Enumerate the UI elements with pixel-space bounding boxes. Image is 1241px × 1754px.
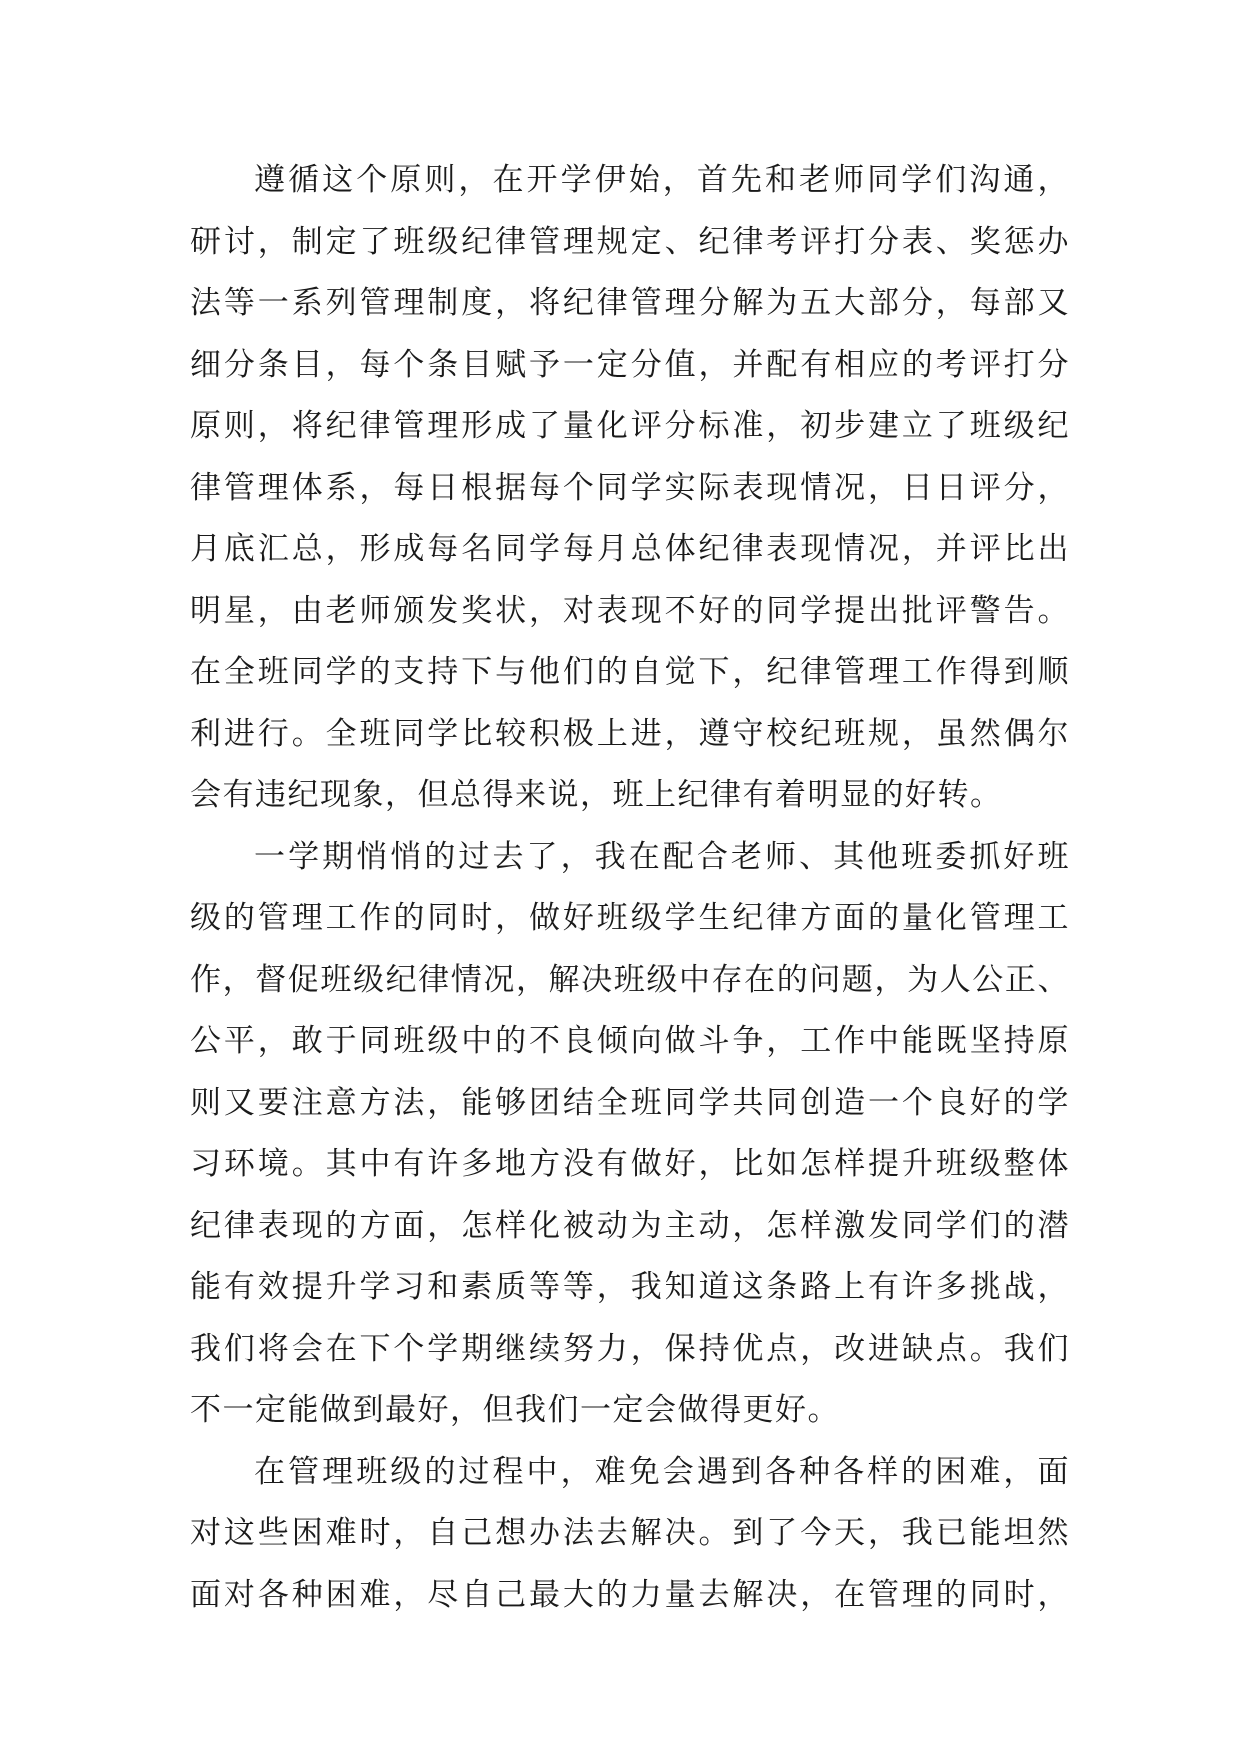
text-line: 明星，由老师颁发奖状，对表现不好的同学提出批评警告。	[190, 592, 1070, 629]
text-line: 月底汇总，形成每名同学每月总体纪律表现情况，并评比出	[190, 531, 1070, 567]
text-line: 遵循这个原则，在开学伊始，首先和老师同学们沟通，	[254, 162, 1070, 198]
text-line: 在全班同学的支持下与他们的自觉下，纪律管理工作得到顺	[190, 654, 1070, 690]
text-line: 级的管理工作的同时，做好班级学生纪律方面的量化管理工	[190, 900, 1070, 936]
text-line: 一学期悄悄的过去了，我在配合老师、其他班委抓好班	[254, 838, 1070, 875]
text-line: 细分条目，每个条目赋予一定分值，并配有相应的考评打分	[190, 346, 1070, 383]
text-line: 研讨，制定了班级纪律管理规定、纪律考评打分表、奖惩办	[190, 223, 1070, 260]
text-line: 法等一系列管理制度，将纪律管理分解为五大部分，每部又	[190, 285, 1070, 321]
text-line: 会有违纪现象，但总得来说，班上纪律有着明显的好转。	[190, 777, 1003, 813]
paragraph-3	[190, 1442, 1070, 1627]
text-line: 纪律表现的方面，怎样化被动为主动，怎样激发同学们的潜	[190, 1207, 1070, 1244]
text-line: 作，督促班级纪律情况，解决班级中存在的问题，为人公正、	[190, 961, 1070, 998]
text-line: 利进行。全班同学比较积极上进，遵守校纪班规，虽然偶尔	[190, 715, 1070, 752]
text-line: 对这些困难时，自己想办法去解决。到了今天，我已能坦然	[190, 1515, 1070, 1551]
paragraph-2	[190, 827, 1070, 1442]
text-line: 不一定能做到最好，但我们一定会做得更好。	[190, 1392, 840, 1428]
text-line: 我们将会在下个学期继续努力，保持优点，改进缺点。我们	[190, 1330, 1070, 1367]
text-line: 公平，敢于同班级中的不良倾向做斗争，工作中能既坚持原	[190, 1023, 1070, 1059]
text-line: 在管理班级的过程中，难免会遇到各种各样的困难，面	[254, 1453, 1070, 1490]
text-line: 律管理体系，每日根据每个同学实际表现情况，日日评分，	[190, 469, 1070, 506]
text-line: 面对各种困难，尽自己最大的力量去解决，在管理的同时，	[190, 1576, 1070, 1613]
paragraph-1	[190, 150, 1070, 827]
document-page	[190, 150, 1070, 1626]
text-line: 习环境。其中有许多地方没有做好，比如怎样提升班级整体	[190, 1146, 1070, 1182]
text-line: 则又要注意方法，能够团结全班同学共同创造一个良好的学	[190, 1084, 1070, 1121]
text-line: 原则，将纪律管理形成了量化评分标准，初步建立了班级纪	[190, 408, 1070, 444]
text-line: 能有效提升学习和素质等等，我知道这条路上有许多挑战，	[190, 1269, 1070, 1305]
